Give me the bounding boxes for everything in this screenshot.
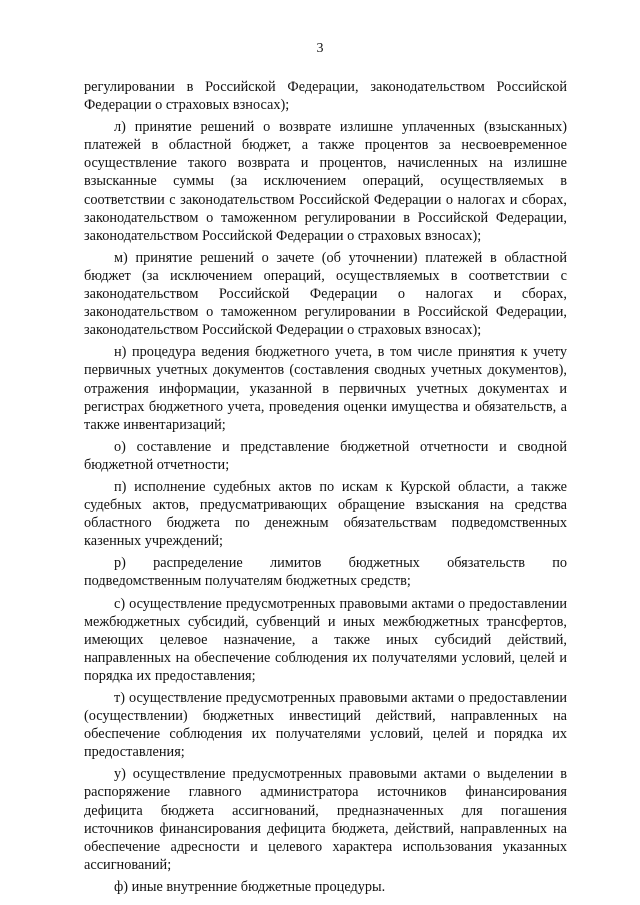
paragraph-item-o: о) составление и представление бюджетной отчетности и сводной бюджетной отчетности; — [84, 438, 567, 473]
paragraph-item-n: н) процедура ведения бюджетного учета, в том числе принятия к учету первичных учетных документов (составления сводных учетных документов), отражения информации, указанной в первичных учетных документах и регистрах бюджетного учета, проведения оценки имущества и обязательств, а также инвентаризаций; — [84, 344, 567, 433]
paragraph-item-m: м) принятие решений о зачете (об уточнении) платежей в областной бюджет (за исключением операций, осуществляемых в соответствии с законодательством Российской Федерации о налогах и сборах, законодательством о таможенном регулировании в Российской Федерации, законодательством Российской Федерации о страховых взносах); — [84, 249, 567, 339]
document-body — [84, 78, 567, 900]
paragraph-item-u: у) осуществление предусмотренных правовыми актами о выделении в распоряжение главного администратора источников финансирования дефицита бюджета ассигнований, предназначенных для погашения источников финансирования дефицита бюджета, действий, направленных на обеспечение адресности и целевого характера использования указанных ассигнований; — [84, 766, 567, 873]
paragraph-item-l: л) принятие решений о возврате излишне уплаченных (взысканных) платежей в областной бюджет, а также процентов за несвоевременное осуществление такого возврата и процентов, начисленных на излишне взысканные суммы (за исключением операций, осуществляемых в соответствии с законодательством Российской Федерации о налогах и сборах, законодательством о таможенном регулировании в Российской Федерации, законодательством Российской Федерации о страховых взносах); — [84, 119, 567, 244]
paragraph-item-f: ф) иные внутренние бюджетные процедуры. — [114, 878, 386, 895]
paragraph-continuation: регулировании в Российской Федерации, законодательством Российской Федерации о страховых взносах); — [84, 79, 567, 114]
paragraph-item-t: т) осуществление предусмотренных правовыми актами о предоставлении (осуществлении) бюджетных инвестиций действий, направленных на обеспечение соблюдения их получателями условий, целей и порядка их предоставления; — [84, 690, 567, 761]
paragraph-item-s: с) осуществление предусмотренных правовыми актами о предоставлении межбюджетных субсидий, субвенций и иных межбюджетных трансфертов, имеющих целевое назначение, а также иных субсидий действий, направленных на обеспечение соблюдения их получателями условий, целей и порядка их предоставления; — [84, 595, 567, 684]
paragraph-item-p: п) исполнение судебных актов по искам к Курской области, а также судебных актов, предусматривающих обращение взыскания на средства областного бюджета по денежным обязательствам подведомственных казенных учреждений; — [84, 478, 567, 550]
paragraph-item-r: р) распределение лимитов бюджетных обязательств по подведомственным получателям бюджетных средств; — [84, 555, 567, 590]
page-number: 3 — [316, 41, 324, 56]
